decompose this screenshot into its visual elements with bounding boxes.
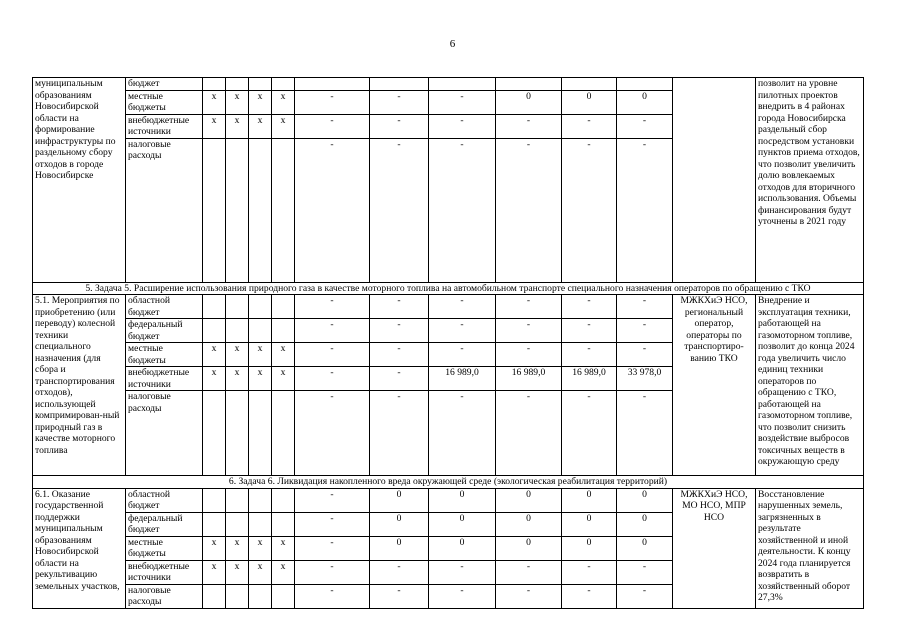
program-table: [32, 77, 864, 609]
value-cell: -: [295, 138, 370, 282]
value-cell: -: [429, 391, 496, 476]
value-cell: [272, 488, 295, 512]
value-cell: [370, 78, 429, 91]
value-cell: [203, 512, 226, 536]
activity-cell: муниципальным образованиям Новосибирской области на формирование инфраструктуры по раздельному сбору отходов в городе Новосибирске: [33, 78, 126, 283]
activity-cell: 6.1. Оказание государственной поддержки муниципальным образованиям Новосибирской области на рекультивацию земельных участков,: [33, 488, 126, 608]
value-cell: [272, 295, 295, 319]
funding-source: федеральный бюджет: [126, 319, 203, 343]
value-cell: 0: [370, 488, 429, 512]
value-cell: -: [617, 138, 673, 282]
task-header-row: [33, 476, 864, 489]
value-cell: x: [272, 367, 295, 391]
value-cell: [617, 78, 673, 91]
value-cell: -: [295, 343, 370, 367]
value-cell: -: [429, 114, 496, 138]
value-cell: [226, 391, 249, 476]
value-cell: -: [429, 138, 496, 282]
value-cell: -: [295, 536, 370, 560]
value-cell: -: [370, 560, 429, 584]
value-cell: x: [272, 343, 295, 367]
value-cell: -: [370, 367, 429, 391]
value-cell: x: [226, 536, 249, 560]
responsible-cell: МЖКХиЭ НСО, МО НСО, МПР НСО: [673, 488, 756, 608]
value-cell: -: [562, 391, 617, 476]
value-cell: -: [295, 114, 370, 138]
value-cell: -: [617, 319, 673, 343]
value-cell: [226, 512, 249, 536]
task-header-row: [33, 282, 864, 295]
value-cell: -: [295, 560, 370, 584]
value-cell: [272, 512, 295, 536]
value-cell: 0: [562, 536, 617, 560]
value-cell: -: [562, 295, 617, 319]
funding-source: местные бюджеты: [126, 343, 203, 367]
value-cell: -: [370, 391, 429, 476]
result-cell: Восстановление нарушенных земель, загрязненных в результате хозяйственной и иной деятельности. К концу 2024 года планируется возвратить в хозяйственный оборот 27,3%: [756, 488, 864, 608]
value-cell: -: [370, 114, 429, 138]
value-cell: 0: [562, 512, 617, 536]
value-cell: x: [226, 367, 249, 391]
value-cell: -: [496, 391, 562, 476]
value-cell: [272, 319, 295, 343]
value-cell: 0: [617, 512, 673, 536]
value-cell: -: [617, 114, 673, 138]
value-cell: x: [272, 536, 295, 560]
value-cell: -: [496, 560, 562, 584]
value-cell: -: [562, 584, 617, 608]
value-cell: [249, 512, 272, 536]
value-cell: [203, 295, 226, 319]
funding-source: областной бюджет: [126, 488, 203, 512]
result-cell: позволит на уровне пилотных проектов внедрить в 4 районах города Новосибирска раздельный сбор посредством установки пунктов приема отходов, что позволит увеличить долю вовлекаемых отходов для вторичного использования. Объемы финансирования будут уточнены в 2021 году: [756, 78, 864, 283]
task-header: 5. Задача 5. Расширение использования природного газа в качестве моторного топлива на автомобильном транспорте специального назначения операторов по обращению с ТКО: [33, 282, 864, 295]
value-cell: [562, 78, 617, 91]
table-row: [33, 78, 864, 91]
value-cell: -: [562, 343, 617, 367]
value-cell: x: [249, 367, 272, 391]
value-cell: -: [295, 295, 370, 319]
value-cell: [295, 78, 370, 91]
funding-source: внебюджетные источники: [126, 560, 203, 584]
activity-cell: 5.1. Мероприятия по приобретению (или переводу) колесной техники специального назначения (для сбора и транспортирования отходов), использующей компримирован-ный природный газ в качестве моторного топлива: [33, 295, 126, 476]
value-cell: 0: [496, 488, 562, 512]
value-cell: -: [429, 560, 496, 584]
value-cell: x: [272, 90, 295, 114]
funding-source: налоговые расходы: [126, 391, 203, 476]
value-cell: [249, 488, 272, 512]
responsible-cell: МЖКХиЭ НСО, региональный оператор, операторы по транспортиро-ванию ТКО: [673, 295, 756, 476]
value-cell: 0: [370, 536, 429, 560]
funding-source: областной бюджет: [126, 295, 203, 319]
value-cell: -: [370, 138, 429, 282]
value-cell: -: [617, 584, 673, 608]
value-cell: -: [562, 560, 617, 584]
value-cell: x: [203, 536, 226, 560]
value-cell: [226, 319, 249, 343]
value-cell: x: [272, 114, 295, 138]
value-cell: -: [429, 295, 496, 319]
value-cell: [249, 319, 272, 343]
value-cell: -: [370, 343, 429, 367]
value-cell: [203, 78, 226, 91]
value-cell: 33 978,0: [617, 367, 673, 391]
value-cell: [272, 391, 295, 476]
value-cell: 0: [370, 512, 429, 536]
value-cell: x: [203, 367, 226, 391]
value-cell: -: [295, 512, 370, 536]
value-cell: x: [249, 560, 272, 584]
value-cell: [272, 78, 295, 91]
responsible-cell: [673, 78, 756, 283]
value-cell: 16 989,0: [429, 367, 496, 391]
funding-source: бюджет: [126, 78, 203, 91]
value-cell: -: [295, 584, 370, 608]
value-cell: -: [429, 343, 496, 367]
value-cell: -: [496, 584, 562, 608]
value-cell: [226, 584, 249, 608]
value-cell: 0: [496, 512, 562, 536]
value-cell: x: [249, 114, 272, 138]
value-cell: [203, 319, 226, 343]
value-cell: -: [370, 90, 429, 114]
value-cell: -: [562, 114, 617, 138]
value-cell: -: [617, 343, 673, 367]
value-cell: -: [295, 367, 370, 391]
value-cell: [272, 138, 295, 282]
value-cell: [203, 391, 226, 476]
value-cell: x: [203, 90, 226, 114]
value-cell: 0: [562, 488, 617, 512]
value-cell: -: [496, 295, 562, 319]
value-cell: x: [249, 343, 272, 367]
value-cell: x: [272, 560, 295, 584]
value-cell: [429, 78, 496, 91]
value-cell: -: [496, 343, 562, 367]
value-cell: [496, 78, 562, 91]
value-cell: 0: [496, 90, 562, 114]
value-cell: 0: [617, 536, 673, 560]
value-cell: -: [370, 319, 429, 343]
value-cell: 0: [429, 536, 496, 560]
value-cell: x: [203, 114, 226, 138]
value-cell: -: [617, 391, 673, 476]
value-cell: [203, 138, 226, 282]
value-cell: x: [226, 560, 249, 584]
value-cell: -: [295, 90, 370, 114]
value-cell: x: [203, 343, 226, 367]
funding-source: местные бюджеты: [126, 90, 203, 114]
value-cell: x: [226, 343, 249, 367]
value-cell: [249, 295, 272, 319]
value-cell: -: [295, 488, 370, 512]
funding-source: внебюджетные источники: [126, 114, 203, 138]
value-cell: 0: [617, 90, 673, 114]
table-row: [33, 295, 864, 319]
funding-source: налоговые расходы: [126, 584, 203, 608]
result-cell: Внедрение и эксплуатация техники, работающей на газомоторном топливе, позволит до конца 2024 года увеличить число единиц техники операторов по обращению с ТКО, работающей на газомоторном топливе, что позволит снизить воздействие выбросов токсичных веществ в окружающую среду: [756, 295, 864, 476]
value-cell: -: [562, 319, 617, 343]
value-cell: x: [226, 114, 249, 138]
value-cell: -: [295, 391, 370, 476]
value-cell: 0: [429, 512, 496, 536]
value-cell: [203, 488, 226, 512]
funding-source: налоговые расходы: [126, 138, 203, 282]
value-cell: -: [295, 319, 370, 343]
value-cell: x: [249, 90, 272, 114]
funding-source: местные бюджеты: [126, 536, 203, 560]
value-cell: -: [617, 295, 673, 319]
value-cell: [226, 78, 249, 91]
value-cell: -: [617, 560, 673, 584]
value-cell: x: [249, 536, 272, 560]
value-cell: -: [496, 138, 562, 282]
value-cell: [226, 295, 249, 319]
value-cell: -: [496, 114, 562, 138]
value-cell: [249, 584, 272, 608]
value-cell: [226, 138, 249, 282]
value-cell: 0: [617, 488, 673, 512]
funding-source: федеральный бюджет: [126, 512, 203, 536]
value-cell: -: [496, 319, 562, 343]
value-cell: x: [203, 560, 226, 584]
funding-source: внебюджетные источники: [126, 367, 203, 391]
value-cell: 16 989,0: [496, 367, 562, 391]
value-cell: -: [429, 319, 496, 343]
value-cell: [203, 584, 226, 608]
value-cell: [249, 391, 272, 476]
value-cell: -: [562, 138, 617, 282]
value-cell: -: [429, 90, 496, 114]
table-row: [33, 488, 864, 512]
value-cell: 0: [496, 536, 562, 560]
page-number: 6: [449, 38, 456, 50]
value-cell: [272, 584, 295, 608]
value-cell: [249, 138, 272, 282]
value-cell: [226, 488, 249, 512]
value-cell: 0: [562, 90, 617, 114]
value-cell: -: [370, 295, 429, 319]
value-cell: 16 989,0: [562, 367, 617, 391]
value-cell: -: [429, 584, 496, 608]
value-cell: -: [370, 584, 429, 608]
task-header: 6. Задача 6. Ликвидация накопленного вреда окружающей среде (экологическая реабилитация территорий): [33, 476, 864, 489]
value-cell: [249, 78, 272, 91]
value-cell: x: [226, 90, 249, 114]
value-cell: 0: [429, 488, 496, 512]
